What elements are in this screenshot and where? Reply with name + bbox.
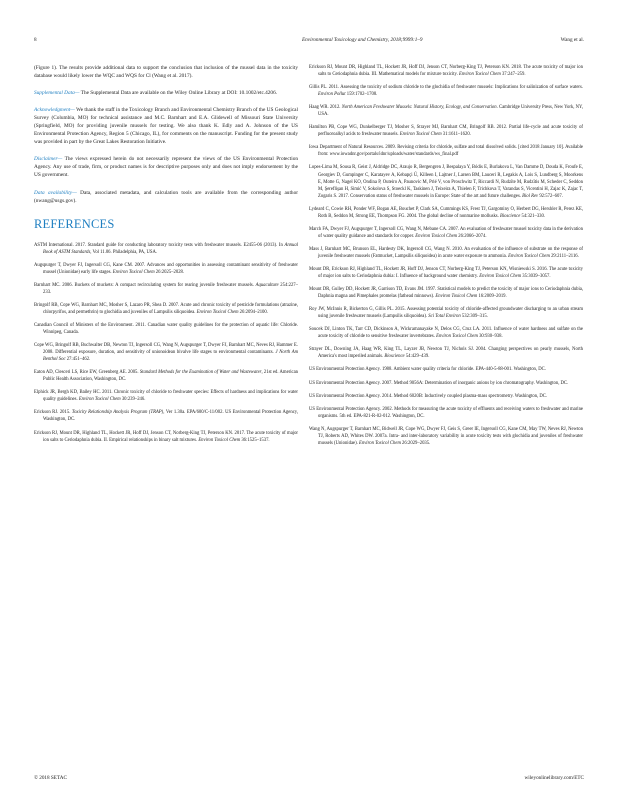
- reference-entry: [309, 393, 583, 400]
- reference-volume: 26:2025–2028.: [154, 269, 185, 275]
- reference-entry: [34, 282, 298, 296]
- reference-text: US Environmental Protection Agency. 2014. Method 6020B: Inductively coupled plasma-mass spectrometry. Washington, DC.: [309, 393, 548, 399]
- reference-entry: [309, 104, 583, 118]
- acknowledgment-label: Acknowledgment—: [34, 107, 75, 114]
- data-availability-label: Data availability—: [34, 189, 77, 196]
- reference-volume: 26:2094–2100.: [238, 309, 268, 315]
- reference-text: Roy JW, McInnis R, Bickerton G, Gillis PL. 2015. Assessing potential toxicity of chloride-affected groundwater discharging to an urban stream using juvenile freshwater mussels (Lampsilis siliquoidea).: [309, 307, 583, 320]
- reference-journal: Environ Toxicol Chem: [436, 334, 478, 340]
- reference-entry: [34, 389, 298, 403]
- reference-entry: [309, 346, 583, 360]
- reference-text: Wang N, Augspurger T, Barnhart MC, Bidwell JR, Cope WG, Dwyer FJ, Geis S, Greer IE, Ingersoll CG, Kane CM, May TW, Neves RJ, Newton TJ, Roberts AD, Whites DW. 2007a. Intra- and inter-laboratory variability in acute toxicity tests with glochidia and juveniles of freshwater mussels (Unionidae).: [309, 426, 583, 446]
- journal-url: wileyonlinelibrary.com/ETC: [524, 775, 584, 781]
- reference-volume: 27:451–462.: [65, 357, 91, 363]
- reference-text: Gillis PL. 2011. Assessing the toxicity of sodium chloride to the glochidia of freshwater mussels: Implications for salinization of surface waters.: [309, 85, 583, 91]
- running-authors: Wang et al.: [560, 37, 584, 43]
- reference-volume: 254:227–233.: [43, 282, 298, 295]
- references-heading: REFERENCES: [34, 216, 115, 231]
- reference-journal: Environ Toxicol Chem: [399, 132, 442, 138]
- reference-journal: Bioscience: [499, 213, 521, 219]
- data-availability-section: [34, 189, 298, 205]
- disclaimer-label: Disclaimer—: [34, 156, 63, 163]
- reference-text: Haag WR. 2012.: [309, 105, 341, 111]
- reference-text: Lydeard C, Cowie RH, Ponder WF, Bogan AE, Bouchet P, Clark SA, Cummings KS, Frest TJ, Gargominy O, Herbert DG, Hershler R, Perez KE, Roth B, Seddon M, Strong EE, Thompson FG. 2004. The global decline of nonmarine mollusks.: [309, 206, 583, 219]
- reference-text: Mount DR, Gulley DD, Hockett JR, Garrison TD, Evans JM. 1997. Statistical models to predict the toxicity of major ions to Ceriodaphnia dubia, Daphnia magna and Pimephales promelas (fathead minnows).: [309, 287, 583, 300]
- reference-entry: [309, 406, 583, 420]
- reference-journal: Environ Toxicol Chem: [435, 294, 478, 300]
- reference-volume: 16:2009–2019.: [477, 294, 507, 300]
- reference-journal: Environ Toxicol Chem: [479, 274, 522, 280]
- reference-entry: [309, 246, 583, 260]
- intro-paragraph: (Figure 1). The results provide additional data to support the conclusion that inclusion of the mussel data in the toxicity database would likely lower the WQC and WQS for Cl (Wang et al. 2017).: [34, 65, 298, 80]
- reference-journal: Environ Toxicol Chem: [508, 253, 550, 259]
- reference-entry: [34, 322, 298, 336]
- reference-volume: 30:239–246.: [120, 397, 146, 403]
- left-column: [34, 64, 298, 450]
- acknowledgment-text: We thank the staff in the Toxicology Branch and Environmental Chemistry Branch of the US Geological Survey (Columbia, MO) for technical assistance and M.C. Barnhart and E.A. Glidewell of Missouri State University (Springfield, MO) for providing juvenile mussels for testing. We also thank K. Edly and A. Johnson of the US Environmental Protection Agency, Region 5 (Chicago, IL), for comments on the manuscript. Funding for the present study was provided in part by the Great Lakes Restoration Initiative.: [34, 107, 298, 146]
- right-column: [309, 64, 583, 453]
- reference-volume: 532:309–315.: [460, 314, 488, 320]
- reference-entry: [309, 124, 583, 138]
- reference-volume: 29:2111–2116.: [549, 253, 579, 259]
- reference-volume: 26:2066–2074.: [457, 233, 487, 239]
- reference-journal: Environ Toxicol Chem: [196, 309, 239, 315]
- reference-text: Augspurger T, Dwyer FJ, Ingersoll CG, Kane CM. 2007. Advances and opportunities in assessing contaminant sensitivity of freshwater mussel (Unionidae) early life stages.: [34, 262, 298, 275]
- reference-journal: Environ Toxicol Chem: [78, 397, 121, 403]
- reference-volume: 54:321–330.: [520, 213, 546, 219]
- reference-volume: 54:429–439.: [404, 354, 430, 360]
- reference-entry: [34, 369, 298, 383]
- reference-journal: Environ Toxicol Chem: [359, 440, 401, 446]
- reference-journal: Environ Toxicol Chem: [198, 437, 241, 443]
- reference-journal: Environ Pollut: [318, 92, 346, 98]
- supplemental-section: [34, 89, 298, 97]
- reference-journal: Aquaculture: [255, 282, 279, 288]
- reference-entry: [309, 84, 583, 98]
- reference-journal: Bioscience: [384, 354, 405, 360]
- page-footer: [34, 775, 584, 785]
- reference-entry: [309, 426, 583, 447]
- reference-text: US Environmental Protection Agency. 1988. Ambient water quality criteria for chloride. EPA-440-5-88-001. Washington, DC.: [309, 367, 546, 373]
- reference-entry: [34, 409, 298, 423]
- reference-text: Eaton AD, Clesceri LS, Rice EW, Greenberg AE. 2005.: [34, 370, 139, 376]
- reference-volume: , Ver 1.30a. EPA/600/C-11/002. US Environmental Protection Agency, Washington, DC.: [43, 410, 298, 423]
- reference-text: ASTM International. 2017. Standard guide for conducting laboratory toxicity tests with freshwater mussels. E2455-06 (2013). In: [34, 242, 283, 248]
- acknowledgment-section: [34, 106, 298, 146]
- reference-journal: Biol Rev: [522, 193, 539, 199]
- reference-entry: [309, 366, 583, 373]
- reference-entry: [309, 306, 583, 320]
- reference-volume: 92:572–607.: [538, 193, 563, 199]
- reference-journal: Standard Methods for the Examination of Water and Wastewater: [139, 370, 262, 376]
- reference-entry: [309, 164, 583, 199]
- reference-entry: [34, 342, 298, 363]
- reference-text: Mass J, Barnhart MC, Brunson EL, Hardesty DK, Ingersoll CG, Wang N. 2010. An evaluation of the influence of substrate on the response of juvenile freshwater mussels (Fatmucket, Lampsilis siliquoidea) in acute water exposure to ammonia.: [309, 246, 583, 259]
- reference-entry: [309, 206, 583, 220]
- reference-entry: [309, 144, 583, 158]
- reference-text: Canadian Council of Ministers of the Environment. 2011. Canadian water quality guidelines for the protection of aquatic life: Chloride. Winnipeg, Canada.: [34, 322, 298, 336]
- reference-text: US Environmental Protection Agency. 2002. Methods for measuring the acute toxicity of effluents and receiving waters to freshwater and marine organisms. 5th ed. EPA-821-R-02-012. Washington, DC.: [309, 406, 583, 419]
- reference-journal: Environ Toxicol Chem: [112, 269, 155, 275]
- reference-journal: Sci Total Environ: [428, 314, 461, 320]
- reference-list-right: [309, 64, 583, 447]
- reference-volume: 159:1702–1708.: [345, 92, 378, 98]
- reference-volume: 31:1611–1620.: [441, 132, 471, 138]
- reference-text: Mount DR, Erickson RJ, Highland TL, Hockett JR, Hoff DJ, Jenson CT, Norberg-King TJ, Peterson KN, Wisniewski S. 2016. The acute toxicity of major ion salts to Ceriodaphnia dubia: I. Influence of background water chemistry.: [309, 266, 583, 280]
- reference-text: Strayer DL, Downing JA, Haag WR, King TL, Layzer JB, Newton TJ, Nichols SJ. 2004. Changing perspectives on pearly mussels, North America's most imperiled animals.: [309, 347, 583, 360]
- reference-volume: 36:1525–1537.: [240, 437, 270, 443]
- reference-volume: , 21st ed. American Public Health Association, Washington, DC.: [43, 370, 299, 383]
- reference-journal: Toxicity Relationship Analysis Program (TRAP): [71, 410, 164, 416]
- reference-entry: [34, 262, 298, 276]
- reference-journal: Environ Toxicol Chem: [415, 233, 458, 239]
- data-availability-text: Data, associated metadata, and calculation tools are available from the corresponding author (nwang@usgs.gov).: [34, 189, 298, 204]
- reference-text: Soucek DJ, Linton TK, Tarr CD, Dickinson A, Wickramanayake N, Delos CG, Cruz LA. 2011. Influence of water hardness and sulfate on the acute toxicity of chloride to sensitive freshwater invertebrates.: [309, 327, 583, 340]
- reference-entry: [309, 226, 583, 240]
- reference-text: Elphick JR, Bergh KD, Bailey HC. 2011. Chronic toxicity of chloride to freshwater species: Effects of hardness and implications for water quality guidelines.: [34, 390, 298, 403]
- reference-entry: [34, 242, 298, 256]
- reference-list-left: [34, 242, 298, 444]
- reference-text: Lopes-Lima M, Sousa R, Geist J, Aldridge DC, Araujo R, Bergengren J, Bespalaya Y, Bódis E, Burlakova L, Van Damme D, Douda K, Froufe E, Georgiev D, Gumpinger C, Karatayev A, Kebapçi Ü, Killeen I, Lajtner J, Larsen BM, Lauceri R, Legakis A, Lois S, Lundberg S, Moorkens E, Motte G, Nagel KO, Ondina P, Outeiro A, Paunovic M, Prié V, von Proschwitz T, Riccardi N, Rudzīte M, Rudzītis M, Scheder C, Seddon M, Şereflişan H, Simić V, Sokolova S, Stoeckl K, Taskinen J, Teixeira A, Thielen F, Trichkova T, Varandas S, Vicentini H, Zajac K, Zajac T, Zogaris S. 2017. Conservation status of freshwater mussels in Europe: State of the art and future challenges.: [309, 165, 583, 199]
- reference-text: March FA, Dwyer FJ, Augspurger T, Ingersoll CG, Wang N, Mebane CA. 2007. An evaluation of freshwater mussel toxicity data in the derivation of water quality guidance and standards for copper.: [309, 226, 583, 239]
- reference-text: US Environmental Protection Agency. 2007. Method 9056A: Determination of inorganic anions by ion chromatography. Washington, DC.: [309, 380, 569, 386]
- reference-journal: J North Am Benthol Soc: [43, 350, 299, 363]
- reference-volume: . Cambridge University Press, New York, NY, USA.: [318, 105, 583, 118]
- reference-entry: [34, 430, 298, 444]
- reference-entry: [309, 64, 583, 78]
- reference-text: Barnhart MC. 2006. Buckets of muckets: A compact recirculating system for rearing juvenile freshwater mussels.: [34, 282, 254, 288]
- reference-journal: Environ Toxicol Chem: [458, 72, 501, 78]
- disclaimer-section: [34, 155, 298, 179]
- reference-entry: [309, 266, 583, 280]
- page-number: 8: [34, 37, 37, 43]
- reference-text: Cope WG, Bringolf RB, Buchwalter DB, Newton TJ, Ingersoll CG, Wang N, Augspurger T, Dwyer FJ, Barnhart MC, Neves RJ, Hammer E. 2008. Differential exposure, duration, and sensitivity of unionoidean bivalve life stages to environmental contaminants.: [34, 343, 298, 356]
- reference-journal: Annual Book of ASTM Standards: [43, 242, 299, 255]
- reference-text: Bringolf RB, Cope WG, Barnhart MC, Mosher S, Lazaro PR, Shea D. 2007. Acute and chronic toxicity of pesticide formulations (atrazine, chlorpyrifos, and permethrin) to glochidia and juveniles of Lampsilis siliquoidea.: [34, 302, 298, 315]
- reference-entry: [34, 302, 298, 316]
- reference-volume: 26:2029–2035.: [400, 440, 431, 446]
- running-header: [34, 37, 584, 49]
- journal-citation: Environmental Toxicology and Chemistry, 2018;9999:1–9: [302, 37, 423, 43]
- reference-journal: North American Freshwater Mussels: Natural History, Ecology, and Conservation: [341, 105, 497, 111]
- supplemental-text: The Supplemental Data are available on the Wiley Online Library at DOI: 10.1002/etc.4206.: [80, 90, 278, 97]
- reference-text: Hamilton PB, Cope WG, Dunkelberger TJ, Mosher S, Strayer MJ, Barnhart CM, Bringolf RB. 2012. Partial life-cycle and acute toxicity of perfluoroalkyl acids to freshwater mussels.: [309, 125, 583, 138]
- copyright: © 2018 SETAC: [34, 775, 67, 781]
- disclaimer-text: The views expressed herein do not necessarily represent the views of the US Environmental Protection Agency. Any use of trade, firm, or product names is for descriptive purposes only and does not imply endorsement by the US government.: [34, 156, 299, 179]
- reference-volume: 35:3039–3057.: [521, 274, 551, 280]
- reference-entry: [309, 380, 583, 387]
- reference-volume: , Vol 11.06. Philadelphia, PA, USA.: [90, 249, 158, 255]
- reference-entry: [309, 326, 583, 340]
- reference-volume: 30:930–938.: [477, 334, 503, 340]
- reference-text: Iowa Department of Natural Resources. 2009. Revising criteria for chloride, sulfate and total dissolved solids. [cited 2018 January 10]. Available from: www.iowadnr.gov/portals/idnr/uploads/water/standards/ws_final.pdf: [309, 145, 583, 158]
- reference-volume: 37:247–259.: [500, 72, 526, 78]
- supplemental-label: Supplemental Data—: [34, 90, 80, 97]
- reference-text: Erickson RJ, Mount DR, Highland TL, Hockett JR, Hoff DJ, Jenson CT, Norberg-King TJ, Peterson KN. 2017. The acute toxicity of major ion salts to Ceriodaphnia dubia. II. Empirical relationships in binary salt mixtures.: [34, 430, 298, 443]
- reference-text: Erickson RJ. 2015.: [34, 410, 71, 416]
- reference-text: Erickson RJ, Mount DR, Highland TL, Hockett JR, Hoff DJ, Jenson CT, Norberg-King TJ, Peterson KN. 2018. The acute toxicity of major ion salts to Ceriodaphnia dubia. III. Mathematical models for mixture toxicity.: [309, 65, 583, 78]
- reference-entry: [309, 286, 583, 300]
